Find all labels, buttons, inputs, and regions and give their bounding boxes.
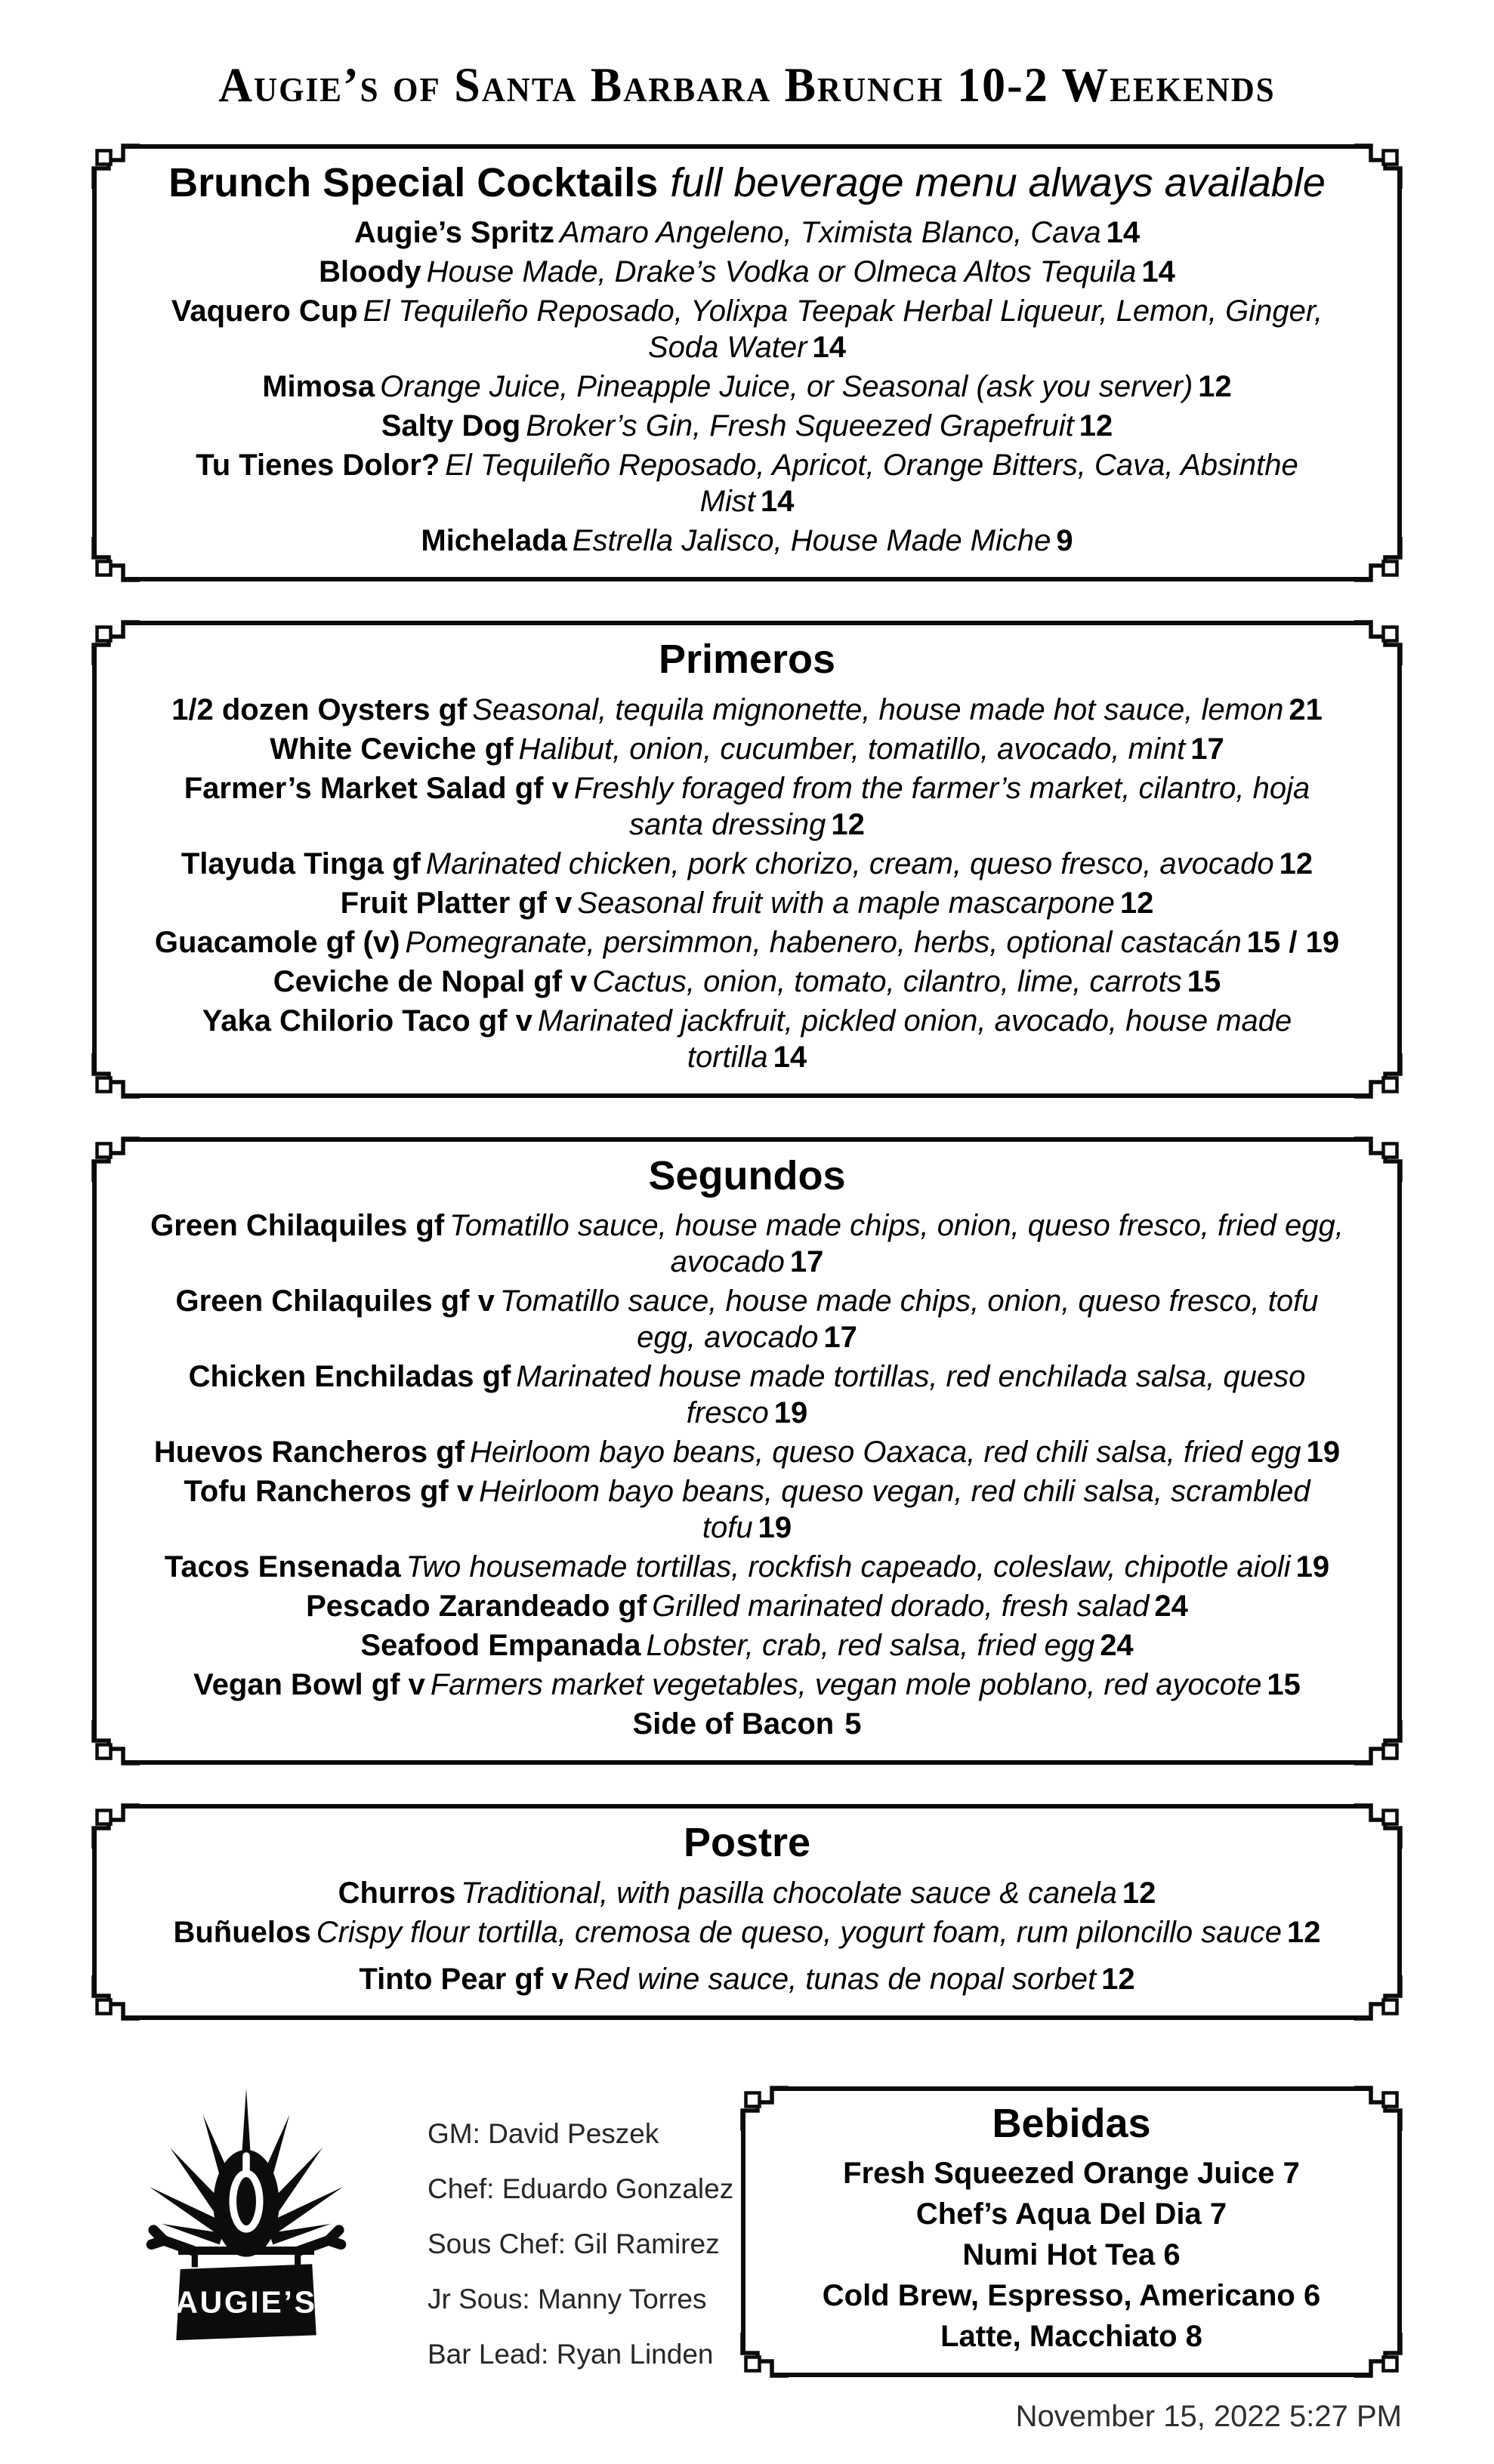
item-name: Buñuelos (173, 1915, 311, 1949)
menu-item (145, 1667, 1349, 1703)
item-description: Cactus, onion, tomato, cilantro, lime, carrots (592, 964, 1182, 998)
menu-item (145, 1627, 1349, 1664)
item-price: 24 (1100, 1629, 1134, 1663)
item-name: Side of Bacon (632, 1707, 835, 1741)
menu-item (145, 408, 1349, 444)
section-bebidas (741, 2086, 1402, 2377)
border-line (124, 144, 1370, 149)
item-description: Farmers market vegetables, vegan mole poblano, red ayocote (430, 1668, 1262, 1702)
item-price: 14 (1106, 216, 1141, 250)
staff-line: GM: David Peszek (428, 2117, 659, 2149)
item-description: Orange Juice, Pineapple Juice, or Seasonal (ask you server) (380, 370, 1193, 404)
corner-ornament-icon (1354, 1136, 1403, 1182)
menu-item: Cold Brew, Espresso, Americano 6 (822, 2278, 1321, 2312)
item-description: Heirloom bayo beans, queso Oaxaca, red chili salsa, fried egg (470, 1436, 1301, 1469)
corner-ornament-icon (1354, 2333, 1403, 2378)
item-description: Marinated jackfruit, pickled onion, avocado, house made tortilla (537, 1004, 1292, 1074)
menu-item (145, 254, 1349, 290)
menu-item (145, 1358, 1349, 1431)
item-name: Chicken Enchiladas gf (188, 1360, 511, 1394)
menu-item (145, 1207, 1349, 1280)
menu-item (145, 293, 1349, 365)
menu-item: Fresh Squeezed Orange Juice 7 (843, 2156, 1300, 2190)
menu-item (145, 964, 1349, 1000)
corner-ornament-icon (1354, 2086, 1403, 2131)
border-line (1397, 170, 1402, 556)
item-price: 15 / 19 (1246, 925, 1340, 959)
section-segundos (92, 1137, 1402, 1765)
item-price: 12 (1198, 370, 1232, 404)
item-description: Amaro Angeleno, Tximista Blanco, Cava (560, 216, 1101, 250)
item-description: Grilled marinated dorado, fresh salad (652, 1590, 1150, 1624)
border-line (92, 646, 97, 1072)
border-line (1397, 2112, 1402, 2351)
corner-ornament-icon (1354, 537, 1403, 582)
corner-ornament-icon (1354, 1803, 1403, 1849)
border-line (124, 1137, 1370, 1142)
item-description: Two housemade tortillas, rockfish capeado, coleslaw, chipotle aioli (406, 1550, 1291, 1584)
menu-item (145, 1875, 1349, 1911)
item-name: Michelada (421, 524, 567, 558)
item-name: Tu Tienes Dolor? (196, 449, 440, 483)
menu-item (145, 885, 1349, 921)
item-name: Fruit Platter gf v (340, 886, 573, 920)
item-price: 17 (1190, 732, 1224, 766)
menu-item (145, 1961, 1349, 1997)
section-subtitle: full beverage menu always available (670, 160, 1326, 205)
corner-ornament-icon (91, 620, 140, 665)
menu-item (145, 1549, 1349, 1585)
corner-ornament-icon (91, 537, 140, 582)
item-name: Augie’s Spritz (353, 216, 555, 250)
item-description: Halibut, onion, cucumber, tomatillo, avocado, mint (518, 732, 1186, 766)
corner-ornament-icon (91, 1136, 140, 1182)
section-title-text: Postre (683, 1820, 811, 1866)
section-title (145, 161, 1349, 205)
item-price: 19 (1306, 1436, 1341, 1469)
corner-ornament-icon (740, 2333, 789, 2378)
section-title-text: Brunch Special Cocktails (168, 160, 659, 205)
item-description: Red wine sauce, tunas de nopal sorbet (573, 1962, 1097, 1996)
border-line (92, 1830, 97, 1994)
menu-item (145, 1588, 1349, 1624)
logo-banner-text: AUGIE’S (175, 2284, 317, 2319)
page-title: Augie’s of Santa Barbara Brunch 10-2 Weekends (218, 58, 1276, 113)
menu-item (145, 1434, 1349, 1470)
menu-item (145, 692, 1349, 728)
item-price: 15 (1187, 964, 1221, 998)
corner-ornament-icon (1354, 1053, 1403, 1099)
border-line (741, 2112, 745, 2351)
item-price: 19 (758, 1511, 792, 1545)
border-line (1397, 1163, 1402, 1739)
border-line (124, 2015, 1370, 2020)
menu-item: Latte, Macchiato 8 (940, 2319, 1202, 2353)
section-primeros (92, 621, 1402, 1097)
menu-item (145, 1003, 1349, 1075)
border-line (92, 1163, 97, 1739)
item-description: Pomegranate, persimmon, habenero, herbs, optional castacán (405, 925, 1242, 959)
item-name: Vegan Bowl gf v (193, 1668, 425, 1702)
item-description: Tomatillo sauce, house made chips, onion, queso fresco, fried egg, avocado (449, 1209, 1344, 1279)
item-price: 14 (760, 485, 795, 519)
corner-ornament-icon (91, 1803, 140, 1849)
staff-line: Sous Chef: Gil Ramirez (428, 2228, 720, 2259)
border-line (124, 1760, 1370, 1765)
staff-list (428, 2118, 733, 2394)
item-price: 24 (1154, 1590, 1188, 1624)
menu-item (145, 731, 1349, 767)
item-name: Tinto Pear gf v (359, 1962, 569, 1996)
border-line (773, 2086, 1370, 2091)
agave-plant-logo-icon (133, 2086, 360, 2347)
item-name: Huevos Rancheros gf (153, 1436, 465, 1469)
item-price: 17 (789, 1245, 824, 1279)
corner-ornament-icon (1354, 620, 1403, 665)
item-price: 14 (1141, 255, 1175, 289)
menu-item (145, 214, 1349, 251)
item-price: 21 (1289, 692, 1323, 726)
item-name: Salty Dog (381, 409, 521, 443)
staff-line: Chef: Eduardo Gonzalez (428, 2173, 734, 2204)
corner-ornament-icon (1354, 1720, 1403, 1766)
item-price: 12 (1287, 1915, 1321, 1949)
item-price: 15 (1267, 1668, 1301, 1702)
item-name: Yaka Chilorio Taco gf v (202, 1004, 532, 1038)
item-price: 19 (773, 1396, 808, 1430)
menu-item (145, 369, 1349, 405)
item-price: 12 (1119, 886, 1154, 920)
item-name: Tofu Rancheros gf v (184, 1475, 474, 1509)
item-description: Heirloom bayo beans, queso vegan, red chili salsa, scrambled tofu (479, 1475, 1310, 1545)
footer-row (92, 2086, 1402, 2394)
border-line (1397, 646, 1402, 1072)
section-postre (92, 1804, 1402, 2019)
border-line (773, 2373, 1370, 2377)
border-line (124, 621, 1370, 625)
menu-item (145, 1706, 1349, 1742)
item-description: Crispy flour tortilla, cremosa de queso, yogurt foam, rum piloncillo sauce (316, 1915, 1283, 1949)
menu-item: Chef’s Aqua Del Dia 7 (915, 2197, 1227, 2231)
item-price: 12 (1122, 1876, 1156, 1910)
border-line (124, 1804, 1370, 1809)
item-price: 14 (812, 331, 846, 365)
item-name: Guacamole gf (v) (154, 925, 400, 959)
item-price: 19 (1295, 1550, 1330, 1584)
section-title-text: Segundos (648, 1152, 846, 1198)
menu-item (145, 523, 1349, 559)
item-price: 12 (1101, 1962, 1135, 1996)
item-name: Seafood Empanada (360, 1629, 641, 1663)
item-price: 12 (831, 807, 865, 841)
item-price: 17 (823, 1321, 857, 1355)
timestamp: November 15, 2022 5:27 PM (1015, 2399, 1402, 2433)
item-description: Lobster, crab, red salsa, fried egg (646, 1629, 1095, 1663)
item-name: Green Chilaquiles gf (150, 1209, 445, 1243)
menu-item (145, 846, 1349, 882)
item-description: House Made, Drake’s Vodka or Olmeca Altos Tequila (426, 255, 1137, 289)
menu-item (145, 1473, 1349, 1546)
item-name: Churros (338, 1876, 456, 1910)
menu-item (145, 924, 1349, 961)
menu-item (145, 447, 1349, 520)
staff-line: Bar Lead: Ryan Linden (428, 2338, 714, 2370)
item-name: Tacos Ensenada (164, 1550, 401, 1584)
item-description: Estrella Jalisco, House Made Miche (572, 524, 1051, 558)
section-title (145, 1154, 1349, 1198)
item-name: Bloody (319, 255, 421, 289)
corner-ornament-icon (740, 2086, 789, 2131)
item-description: Traditional, with pasilla chocolate sauce & canela (461, 1876, 1117, 1910)
menu-item (145, 1914, 1349, 1951)
item-price: 12 (1279, 847, 1313, 880)
item-description: Broker’s Gin, Fresh Squeezed Grapefruit (526, 409, 1074, 443)
corner-ornament-icon (91, 1053, 140, 1099)
border-line (1397, 1830, 1402, 1994)
item-description: Marinated house made tortillas, red enchilada salsa, queso fresco (516, 1360, 1306, 1430)
augies-logo (133, 2086, 360, 2351)
section-title-text: Primeros (658, 637, 836, 683)
item-description: Tomatillo sauce, house made chips, onion, queso fresco, tofu egg, avocado (499, 1284, 1319, 1355)
corner-ornament-icon (91, 1975, 140, 2021)
item-description: El Tequileño Reposado, Yolixpa Teepak Herbal Liqueur, Lemon, Ginger, Soda Water (363, 295, 1323, 365)
menu-item: Numi Hot Tea 6 (962, 2237, 1181, 2271)
item-price: 12 (1079, 409, 1113, 443)
item-description: Seasonal, tequila mignonette, house made hot sauce, lemon (472, 692, 1284, 726)
item-description: Marinated chicken, pork chorizo, cream, queso fresco, avocado (425, 847, 1274, 880)
item-price: 14 (773, 1040, 807, 1074)
item-description: Seasonal fruit with a maple mascarpone (577, 886, 1115, 920)
section-title (145, 637, 1349, 682)
item-description: El Tequileño Reposado, Apricot, Orange Bitters, Cava, Absinthe Mist (445, 449, 1298, 519)
item-name: Mimosa (262, 370, 375, 404)
corner-ornament-icon (1354, 143, 1403, 189)
corner-ornament-icon (91, 143, 140, 189)
item-price: 9 (1056, 524, 1073, 558)
section-title (771, 2102, 1372, 2146)
item-name: 1/2 dozen Oysters gf (171, 692, 468, 726)
corner-ornament-icon (91, 1720, 140, 1766)
item-name: Vaquero Cup (171, 295, 358, 328)
border-line (92, 170, 97, 556)
menu-item (145, 770, 1349, 843)
border-line (124, 1093, 1370, 1098)
section-cocktails (92, 144, 1402, 581)
item-name: White Ceviche gf (270, 732, 514, 766)
item-price: 5 (844, 1707, 862, 1741)
section-title-text: Bebidas (992, 2100, 1151, 2146)
item-name: Ceviche de Nopal gf v (273, 964, 588, 998)
staff-line: Jr Sous: Manny Torres (428, 2283, 707, 2314)
border-line (124, 577, 1370, 581)
corner-ornament-icon (1354, 1975, 1403, 2021)
item-name: Green Chilaquiles gf v (175, 1284, 495, 1318)
item-name: Tlayuda Tinga gf (181, 847, 421, 880)
section-title (145, 1821, 1349, 1865)
item-name: Pescado Zarandeado gf (306, 1590, 647, 1624)
item-description: Freshly foraged from the farmer’s market, cilantro, hoja santa dressing (573, 771, 1310, 841)
item-name: Farmer’s Market Salad gf v (184, 771, 569, 805)
menu-item (145, 1283, 1349, 1355)
